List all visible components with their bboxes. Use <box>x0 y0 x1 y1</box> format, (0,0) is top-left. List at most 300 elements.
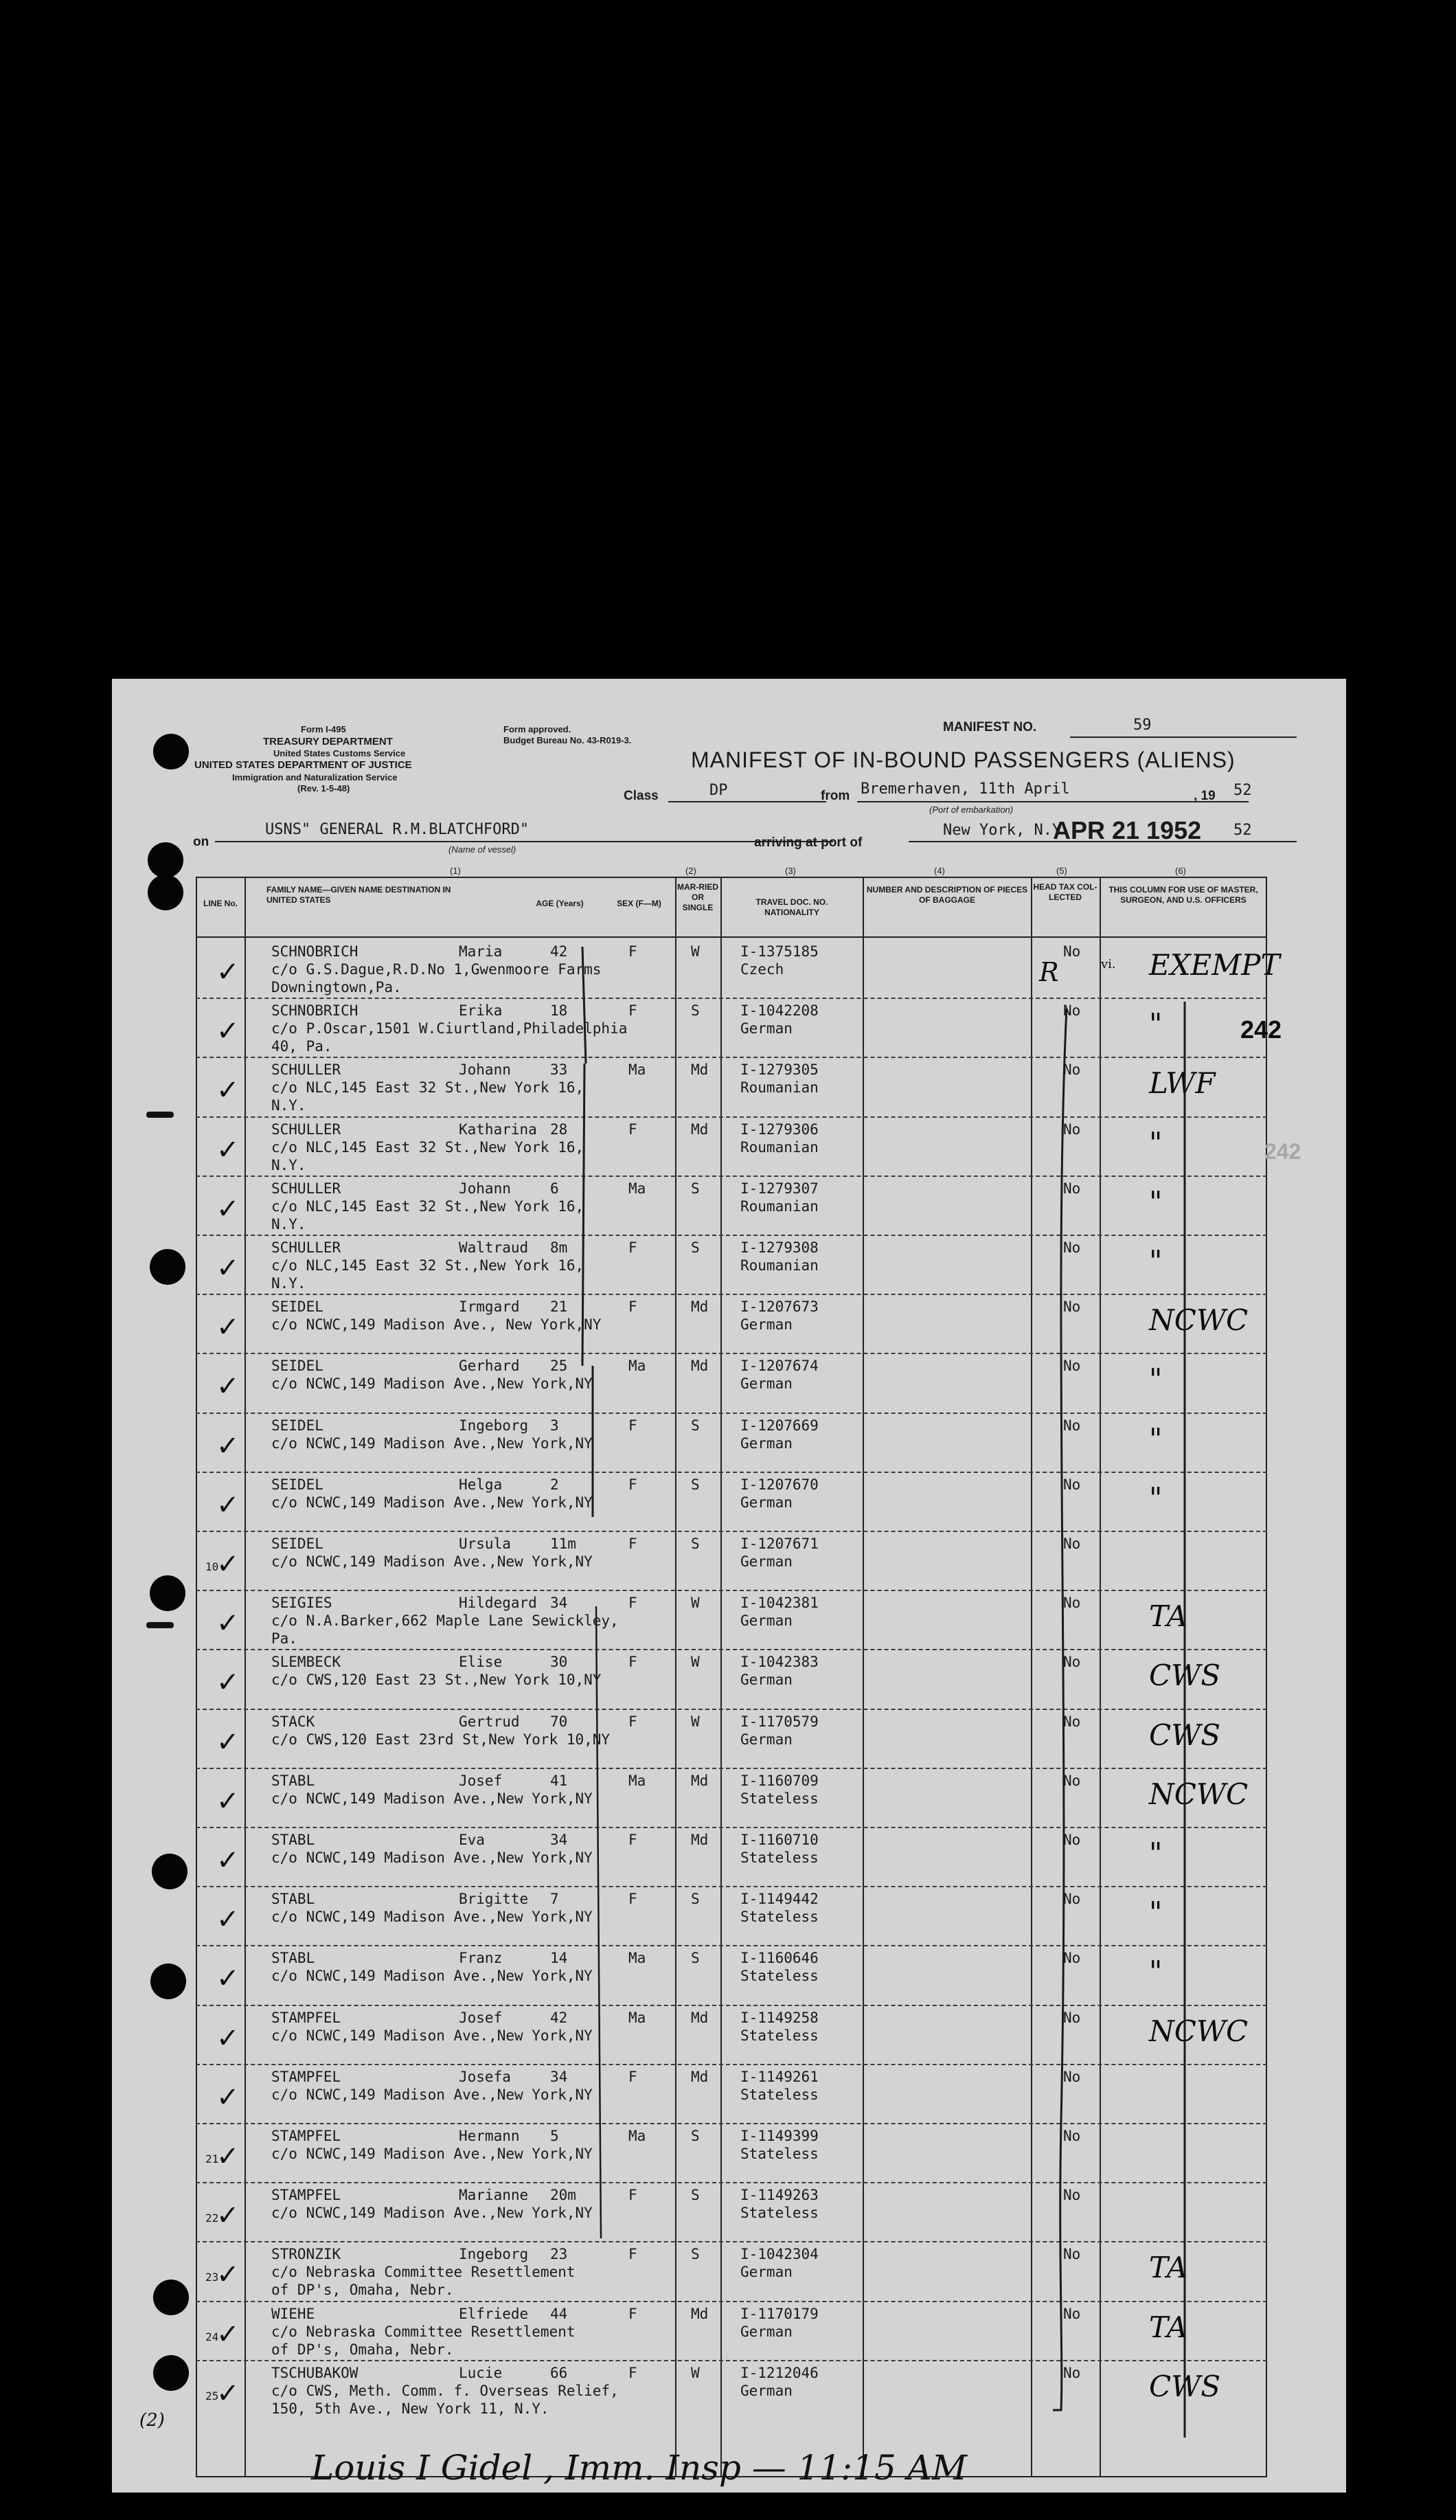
family-name: SEIDEL <box>271 1298 323 1316</box>
travel-doc-number: I-1207669 <box>740 1417 819 1434</box>
travel-doc-number: I-1149442 <box>740 1891 819 1908</box>
nationality: German <box>740 1672 793 1689</box>
family-name: STABL <box>271 1950 315 1967</box>
check-mark-icon: ✓ <box>216 1726 240 1758</box>
head-tax: No <box>1063 1180 1081 1197</box>
nationality: German <box>740 1316 793 1334</box>
nationality: German <box>740 1435 793 1452</box>
destination-line-1: c/o NLC,145 East 32 St.,New York 16, <box>271 1138 584 1156</box>
family-name: SEIDEL <box>271 1535 323 1552</box>
travel-doc-number: I-1160710 <box>740 1832 819 1848</box>
marital-status: W <box>691 2364 700 2381</box>
officer-note: " <box>1149 1362 1163 1397</box>
head-tax: No <box>1063 1121 1081 1138</box>
destination-line-1: c/o NCWC,149 Madison Ave.,New York,NY <box>271 1494 593 1511</box>
officer-note: CWS <box>1149 2369 1221 2403</box>
nationality: German <box>740 1553 793 1570</box>
travel-doc-number: I-1042208 <box>740 1002 819 1020</box>
col-header-sex: SEX (F—M) <box>617 899 661 908</box>
destination-line-2: of DP's, Omaha, Nebr. <box>271 2341 454 2358</box>
marital-status: S <box>691 1002 700 1020</box>
destination-line-1: c/o NLC,145 East 32 St.,New York 16, <box>271 1197 584 1215</box>
head-tax: No <box>1063 2068 1081 2085</box>
given-name: Maria <box>459 943 503 960</box>
destination-line-1: c/o NCWC,149 Madison Ave.,New York,NY <box>271 2086 593 2103</box>
check-mark-icon: ✓ <box>216 956 240 988</box>
given-name: Katharina <box>459 1121 537 1138</box>
marital-status: Md <box>691 1298 709 1316</box>
head-tax: No <box>1063 1654 1081 1671</box>
customs-service: United States Customs Service <box>273 748 406 758</box>
marital-status: W <box>691 1654 700 1671</box>
marital-status: S <box>691 1239 700 1256</box>
age: 42 <box>550 2009 568 2026</box>
given-name: Marianne <box>459 2187 529 2204</box>
head-tax: No <box>1063 2305 1081 2322</box>
age: 11m <box>550 1535 576 1552</box>
sex: Ma <box>628 2128 646 2144</box>
nationality: Roumanian <box>740 1138 819 1156</box>
head-tax: No <box>1063 1891 1081 1908</box>
col-number: (3) <box>785 866 796 876</box>
destination-line-1: c/o CWS,120 East 23 St.,New York 10,NY <box>271 1672 602 1689</box>
travel-doc-number: I-1149258 <box>740 2009 819 2026</box>
family-name: STABL <box>271 1772 315 1789</box>
given-name: Eva <box>459 1832 485 1848</box>
officer-note: " <box>1149 1836 1163 1870</box>
check-mark-icon: ✓ <box>216 1845 240 1876</box>
check-mark-icon: ✓ <box>216 2022 240 2054</box>
age: 7 <box>550 1891 559 1908</box>
officer-note: " <box>1149 1125 1163 1160</box>
head-tax-bracket <box>112 679 1346 2493</box>
given-name: Elise <box>459 1654 503 1671</box>
vi-note: vi. <box>1101 957 1116 971</box>
nationality: Roumanian <box>740 1079 819 1096</box>
officer-note: CWS <box>1149 1658 1221 1693</box>
sex: F <box>628 1002 637 1020</box>
justice-department: UNITED STATES DEPARTMENT OF JUSTICE <box>194 759 412 771</box>
travel-doc-number: I-1279308 <box>740 1239 819 1256</box>
form-approved: Form approved. <box>503 724 571 734</box>
destination-line-1: c/o NLC,145 East 32 St.,New York 16, <box>271 1079 584 1096</box>
col-header-baggage: NUMBER AND DESCRIPTION OF PIECES OF BAGGAGE <box>866 885 1028 905</box>
year-prefix: , 19 <box>1194 789 1216 803</box>
officer-note: EXEMPT <box>1149 948 1280 982</box>
marital-status: Md <box>691 2068 709 2085</box>
col-header-travel: TRAVEL DOC. NO. NATIONALITY <box>755 897 828 917</box>
col-header-age: AGE (Years) <box>536 899 584 908</box>
marital-status: W <box>691 1713 700 1730</box>
marital-status: S <box>691 1535 700 1552</box>
family-name: STABL <box>271 1832 315 1848</box>
sex: Ma <box>628 1180 646 1197</box>
given-name: Josef <box>459 1772 503 1789</box>
destination-line-1: c/o CWS, Meth. Comm. f. Overseas Relief, <box>271 2382 619 2399</box>
destination-line-2: N.Y. <box>271 1275 306 1292</box>
family-name: SEIDEL <box>271 1476 323 1493</box>
head-tax: No <box>1063 1417 1081 1434</box>
head-tax: No <box>1063 1358 1081 1375</box>
age: 70 <box>550 1713 568 1730</box>
age: 34 <box>550 1595 568 1612</box>
destination-line-1: c/o NCWC,149 Madison Ave.,New York,NY <box>271 2205 593 2222</box>
age: 6 <box>550 1180 559 1197</box>
check-mark-icon: ✓ <box>216 2377 240 2409</box>
sex: F <box>628 1891 637 1908</box>
family-name: STABL <box>271 1891 315 1908</box>
marital-status: Md <box>691 2009 709 2026</box>
head-tax: No <box>1063 1713 1081 1730</box>
head-tax: No <box>1063 1772 1081 1789</box>
check-mark-icon: ✓ <box>216 2081 240 2113</box>
given-name: Erika <box>459 1002 503 1020</box>
port-embarkation-caption: (Port of embarkation) <box>929 805 1014 815</box>
officer-note: TA <box>1149 2310 1188 2344</box>
form-number: Form I-495 <box>301 724 346 734</box>
from-label: from <box>821 789 850 803</box>
marital-status: S <box>691 2187 700 2204</box>
arriving-value: New York, N.Y. <box>943 822 1071 839</box>
family-name: SCHNOBRICH <box>271 943 359 960</box>
family-name: SLEMBECK <box>271 1654 341 1671</box>
given-name: Hermann <box>459 2128 520 2144</box>
family-name: SEIDEL <box>271 1417 323 1434</box>
family-name: SEIDEL <box>271 1358 323 1375</box>
family-name: WIEHE <box>271 2305 315 2322</box>
col-number: (2) <box>685 866 696 876</box>
given-name: Waltraud <box>459 1239 529 1256</box>
check-mark-icon: ✓ <box>216 1075 240 1107</box>
nationality: Stateless <box>740 2146 819 2162</box>
col-number: (5) <box>1056 866 1067 876</box>
head-tax: No <box>1063 1950 1081 1967</box>
marital-status: S <box>691 1476 700 1493</box>
family-name: STAMPFEL <box>271 2187 341 2204</box>
nationality: German <box>740 2264 793 2281</box>
age: 42 <box>550 943 568 960</box>
officer-note: NCWC <box>1149 1303 1249 1338</box>
family-name: STAMPFEL <box>271 2009 341 2026</box>
destination-line-1: c/o NCWC,149 Madison Ave.,New York,NY <box>271 1435 593 1452</box>
line-number: 25 <box>205 2389 219 2403</box>
family-name: SCHULLER <box>271 1121 341 1138</box>
nationality: German <box>740 1494 793 1511</box>
col-header-name: FAMILY NAME—GIVEN NAME DESTINATION IN UNITED STATES <box>266 885 451 905</box>
nationality: Stateless <box>740 2086 819 2103</box>
check-mark-icon: ✓ <box>216 2200 240 2232</box>
nationality: Stateless <box>740 2027 819 2044</box>
exempt-mark: R <box>1039 957 1059 987</box>
age: 33 <box>550 1061 568 1079</box>
sex: F <box>628 2364 637 2381</box>
check-mark-icon: ✓ <box>216 1785 240 1817</box>
head-tax: No <box>1063 1476 1081 1493</box>
col-header-married: MAR-RIED OR SINGLE <box>677 882 718 912</box>
check-mark-icon: ✓ <box>216 1015 240 1048</box>
check-mark-icon: ✓ <box>216 1667 240 1699</box>
on-label: on <box>193 835 209 849</box>
vessel-caption: (Name of vessel) <box>448 844 516 855</box>
given-name: Johann <box>459 1061 511 1079</box>
officer-note: " <box>1149 1421 1163 1456</box>
nationality: German <box>740 1612 793 1630</box>
nationality: Stateless <box>740 1909 819 1926</box>
circled-mark: (2) <box>139 2410 165 2431</box>
sex: F <box>628 1121 637 1138</box>
head-tax: No <box>1063 1832 1081 1848</box>
head-tax: No <box>1063 1595 1081 1612</box>
col-header-head-tax: HEAD TAX COL-LECTED <box>1033 882 1097 902</box>
sex: F <box>628 2246 637 2263</box>
check-mark-icon: ✓ <box>216 1608 240 1640</box>
age: 34 <box>550 1832 568 1848</box>
officer-note: LWF <box>1149 1066 1216 1101</box>
marital-status: S <box>691 1417 700 1434</box>
treasury-department: TREASURY DEPARTMENT <box>263 736 393 747</box>
destination-line-2: N.Y. <box>271 1156 306 1173</box>
age: 21 <box>550 1298 568 1316</box>
nationality: Stateless <box>740 1968 819 1985</box>
age: 3 <box>550 1417 559 1434</box>
family-name: SCHULLER <box>271 1239 341 1256</box>
travel-doc-number: I-1149263 <box>740 2187 819 2204</box>
travel-doc-number: I-1207673 <box>740 1298 819 1316</box>
check-mark-icon: ✓ <box>216 1549 240 1580</box>
officer-note: NCWC <box>1149 2014 1249 2048</box>
destination-line-1: c/o Nebraska Committee Resettlement <box>271 2323 576 2340</box>
travel-doc-number: I-1160709 <box>740 1772 819 1789</box>
marital-status: S <box>691 1180 700 1197</box>
sex: F <box>628 1535 637 1552</box>
given-name: Gertrud <box>459 1713 520 1730</box>
sex: F <box>628 1417 637 1434</box>
nationality: Roumanian <box>740 1197 819 1215</box>
line-number: 21 <box>205 2152 219 2165</box>
sex: F <box>628 1713 637 1730</box>
sex: F <box>628 1298 637 1316</box>
arrival-year-suffix: 52 <box>1233 822 1252 839</box>
sex: F <box>628 1239 637 1256</box>
head-tax: No <box>1063 2009 1081 2026</box>
check-mark-icon: ✓ <box>216 1430 240 1462</box>
age: 5 <box>550 2128 559 2144</box>
destination-line-2: 150, 5th Ave., New York 11, N.Y. <box>271 2400 549 2417</box>
marital-status: S <box>691 2246 700 2263</box>
travel-doc-number: I-1279306 <box>740 1121 819 1138</box>
manifest-page <box>112 679 1346 2493</box>
margin-number-faint: 242 <box>1264 1139 1301 1164</box>
from-value: Bremerhaven, 11th April <box>861 780 1070 798</box>
class-value: DP <box>709 782 728 799</box>
travel-doc-number: I-1042304 <box>740 2246 819 2263</box>
family-name: STRONZIK <box>271 2246 341 2263</box>
sex: F <box>628 943 637 960</box>
given-name: Gerhard <box>459 1358 520 1375</box>
year-suffix: 52 <box>1233 782 1252 799</box>
arriving-label: arriving at port of <box>754 835 863 850</box>
given-name: Johann <box>459 1180 511 1197</box>
travel-doc-number: I-1279307 <box>740 1180 819 1197</box>
check-mark-icon: ✓ <box>216 2318 240 2350</box>
check-mark-icon: ✓ <box>216 1489 240 1521</box>
destination-line-1: c/o NCWC,149 Madison Ave., New York,NY <box>271 1316 602 1334</box>
col-header-officers: THIS COLUMN FOR USE OF MASTER, SURGEON, AND U.S. OFFICERS <box>1108 885 1258 905</box>
check-mark-icon: ✓ <box>216 1371 240 1403</box>
age: 20m <box>550 2187 576 2204</box>
nationality: Roumanian <box>740 1257 819 1274</box>
age: 41 <box>550 1772 568 1789</box>
family-name: SCHULLER <box>271 1061 341 1079</box>
sex: Ma <box>628 1772 646 1789</box>
given-name: Brigitte <box>459 1891 529 1908</box>
destination-line-1: c/o NCWC,149 Madison Ave.,New York,NY <box>271 1909 593 1926</box>
budget-bureau: Budget Bureau No. 43-R019-3. <box>503 735 632 745</box>
check-mark-icon: ✓ <box>216 1193 240 1225</box>
manifest-no-value: 59 <box>1133 717 1152 734</box>
marital-status: S <box>691 2128 700 2144</box>
nationality: German <box>740 1020 793 1037</box>
destination-line-1: c/o NCWC,149 Madison Ave.,New York,NY <box>271 1968 593 1985</box>
manifest-title: MANIFEST OF IN-BOUND PASSENGERS (ALIENS) <box>691 747 1236 772</box>
head-tax: No <box>1063 2187 1081 2204</box>
age: 8m <box>550 1239 568 1256</box>
manifest-no-label: MANIFEST NO. <box>943 720 1037 734</box>
sex: Ma <box>628 1061 646 1079</box>
check-mark-icon: ✓ <box>216 1904 240 1936</box>
sex: F <box>628 2305 637 2322</box>
line-number: 24 <box>205 2330 219 2343</box>
destination-line-1: c/o G.S.Dague,R.D.No 1,Gwenmoore Farms <box>271 961 602 978</box>
destination-line-1: c/o P.Oscar,1501 W.Ciurtland,Philadelphia <box>271 1020 628 1037</box>
revision: (Rev. 1-5-48) <box>297 783 350 794</box>
marital-status: W <box>691 943 700 960</box>
given-name: Josef <box>459 2009 503 2026</box>
marital-status: Md <box>691 1832 709 1848</box>
line-number: 23 <box>205 2271 219 2284</box>
officer-note: TA <box>1149 1599 1188 1634</box>
head-tax: No <box>1063 1002 1081 1020</box>
family-name: TSCHUBAKOW <box>271 2364 359 2381</box>
head-tax: No <box>1063 1298 1081 1316</box>
sex: Ma <box>628 2009 646 2026</box>
sex: F <box>628 1476 637 1493</box>
class-label: Class <box>624 789 659 803</box>
marital-status: S <box>691 1891 700 1908</box>
sex: F <box>628 2068 637 2085</box>
destination-line-1: c/o Nebraska Committee Resettlement <box>271 2264 576 2281</box>
officer-note: " <box>1149 1481 1163 1515</box>
col-number: (4) <box>934 866 945 876</box>
age: 14 <box>550 1950 568 1967</box>
given-name: Ursula <box>459 1535 511 1552</box>
age: 66 <box>550 2364 568 2381</box>
line-number: 22 <box>205 2212 219 2225</box>
age: 30 <box>550 1654 568 1671</box>
officer-note: " <box>1149 1244 1163 1278</box>
col-header-line: LINE No. <box>203 899 238 908</box>
destination-line-2: N.Y. <box>271 1215 306 1233</box>
officer-note: NCWC <box>1149 1777 1249 1811</box>
head-tax: No <box>1063 2364 1081 2381</box>
age: 28 <box>550 1121 568 1138</box>
travel-doc-number: I-1170179 <box>740 2305 819 2322</box>
head-tax: No <box>1063 1239 1081 1256</box>
nationality: Stateless <box>740 2205 819 2222</box>
destination-line-1: c/o NCWC,149 Madison Ave.,New York,NY <box>271 1849 593 1866</box>
travel-doc-number: I-1212046 <box>740 2364 819 2381</box>
check-mark-icon: ✓ <box>216 1252 240 1284</box>
destination-line-1: c/o NCWC,149 Madison Ave.,New York,NY <box>271 2146 593 2162</box>
destination-line-1: c/o NLC,145 East 32 St.,New York 16, <box>271 1257 584 1274</box>
col-number: (6) <box>1175 866 1186 876</box>
travel-doc-number: I-1279305 <box>740 1061 819 1079</box>
travel-doc-number: I-1149399 <box>740 2128 819 2144</box>
nationality: German <box>740 2382 793 2399</box>
destination-line-1: c/o NCWC,149 Madison Ave.,New York,NY <box>271 1553 593 1570</box>
check-mark-icon: ✓ <box>216 1134 240 1166</box>
family-name: STAMPFEL <box>271 2068 341 2085</box>
officer-note: CWS <box>1149 1718 1221 1752</box>
sex: F <box>628 2187 637 2204</box>
family-name: STAMPFEL <box>271 2128 341 2144</box>
travel-doc-number: I-1160646 <box>740 1950 819 1967</box>
officer-note: " <box>1149 1895 1163 1930</box>
travel-doc-number: I-1042381 <box>740 1595 819 1612</box>
destination-line-1: c/o NCWC,149 Madison Ave.,New York,NY <box>271 1790 593 1807</box>
destination-line-2: of DP's, Omaha, Nebr. <box>271 2282 454 2299</box>
given-name: Helga <box>459 1476 503 1493</box>
nationality: German <box>740 1375 793 1393</box>
officer-note: " <box>1149 1955 1163 1989</box>
nationality: German <box>740 1731 793 1748</box>
given-name: Hildegard <box>459 1595 537 1612</box>
head-tax: No <box>1063 2246 1081 2263</box>
head-tax: No <box>1063 943 1081 960</box>
destination-line-1: c/o N.A.Barker,662 Maple Lane Sewickley, <box>271 1612 619 1630</box>
check-mark-icon: ✓ <box>216 1312 240 1344</box>
given-name: Lucie <box>459 2364 503 2381</box>
age: 2 <box>550 1476 559 1493</box>
given-name: Franz <box>459 1950 503 1967</box>
officer-note: " <box>1149 1184 1163 1219</box>
check-mark-icon: ✓ <box>216 1963 240 1995</box>
nationality: German <box>740 2323 793 2340</box>
head-tax: No <box>1063 1061 1081 1079</box>
ins-service: Immigration and Naturalization Service <box>232 772 398 783</box>
travel-doc-number: I-1149261 <box>740 2068 819 2085</box>
check-mark-icon: ✓ <box>216 2259 240 2291</box>
family-name: STACK <box>271 1713 315 1730</box>
sex: Ma <box>628 1950 646 1967</box>
officer-note: " <box>1149 1007 1163 1042</box>
travel-doc-number: I-1207674 <box>740 1358 819 1375</box>
marital-status: W <box>691 1595 700 1612</box>
destination-line-1: c/o CWS,120 East 23rd St,New York 10,NY <box>271 1731 611 1748</box>
travel-doc-number: I-1170579 <box>740 1713 819 1730</box>
age: 23 <box>550 2246 568 2263</box>
destination-line-2: Pa. <box>271 1630 297 1647</box>
family-name: SEIGIES <box>271 1595 332 1612</box>
col-number: (1) <box>450 866 461 876</box>
given-name: Ingeborg <box>459 2246 529 2263</box>
sex: F <box>628 1595 637 1612</box>
travel-doc-number: I-1375185 <box>740 943 819 960</box>
nationality: Stateless <box>740 1790 819 1807</box>
given-name: Elfriede <box>459 2305 529 2322</box>
destination-line-1: c/o NCWC,149 Madison Ave.,New York,NY <box>271 1375 593 1393</box>
inspector-signature: Louis I Gidel , Imm. Insp — 11:15 AM <box>311 2448 967 2488</box>
